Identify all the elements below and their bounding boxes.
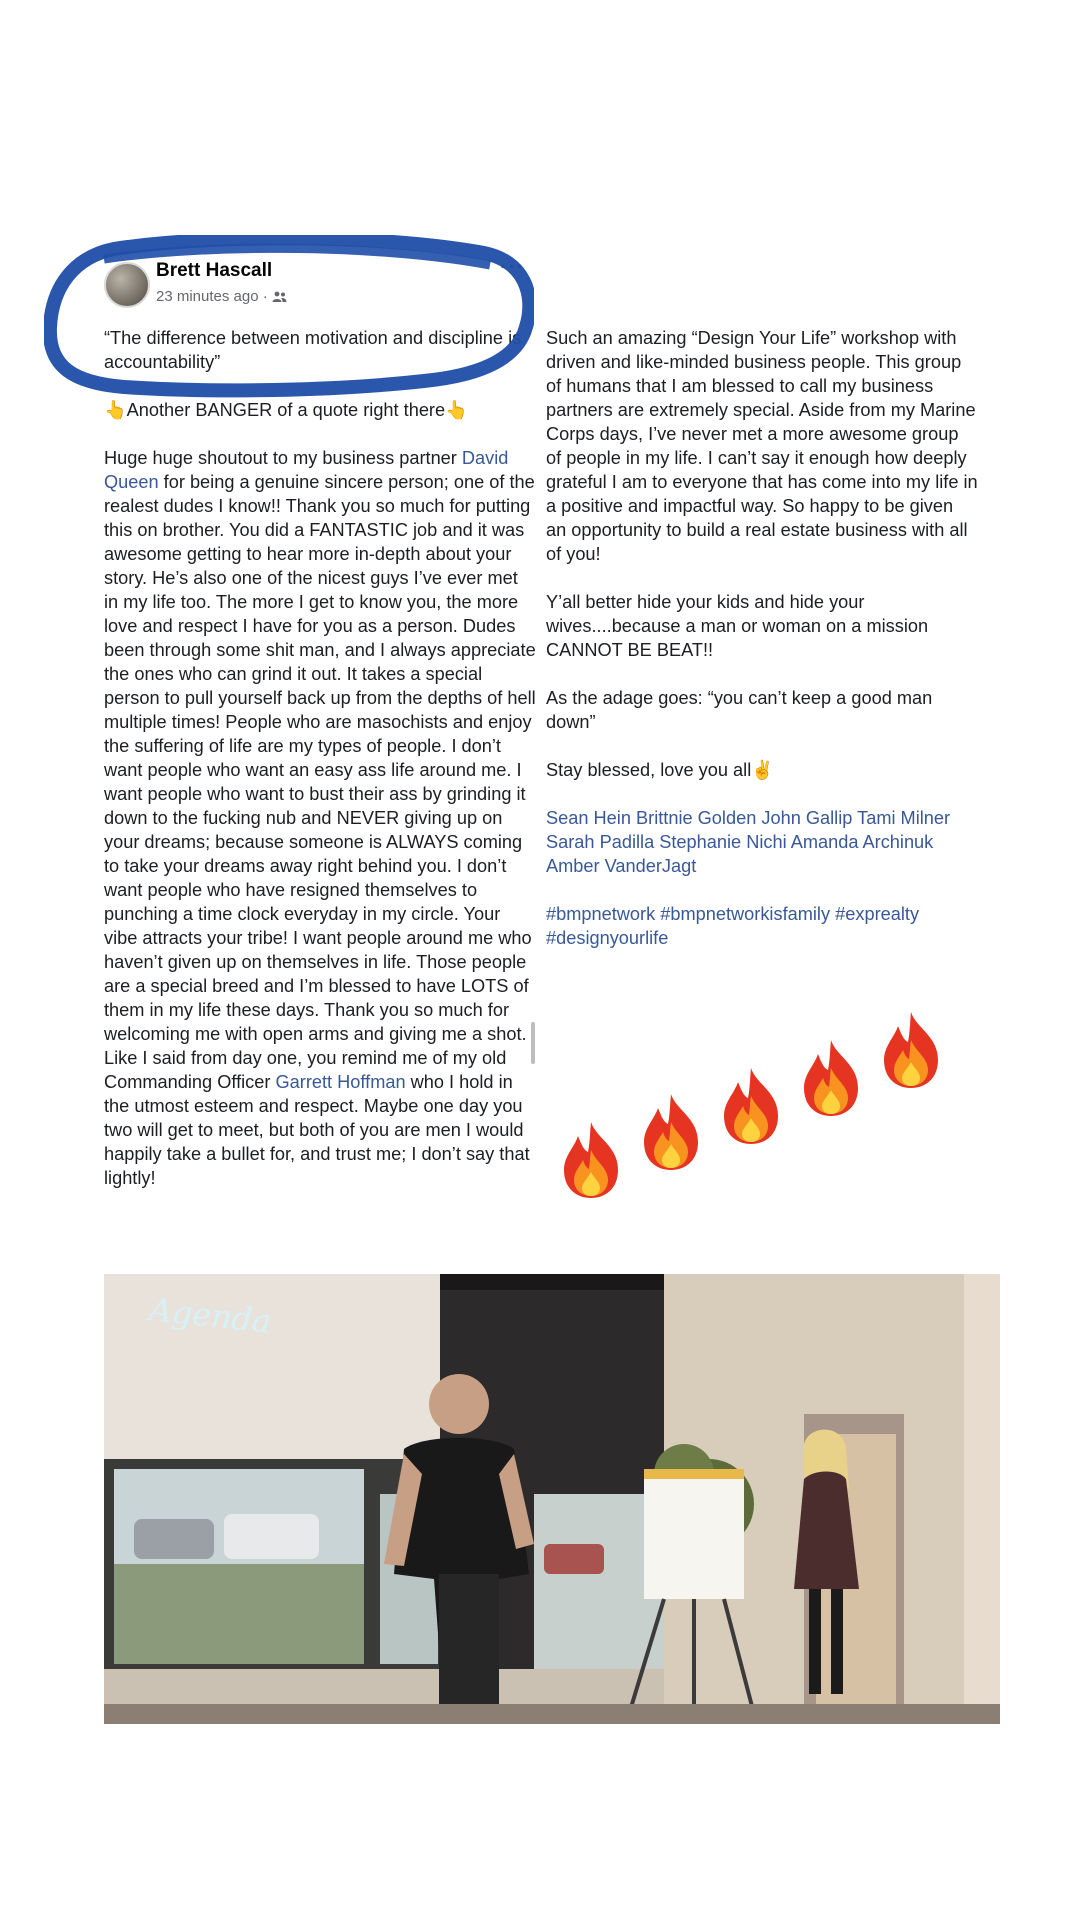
fire-icon xyxy=(556,1120,626,1200)
fire-icon xyxy=(636,1092,706,1172)
photo-scene xyxy=(104,1274,1000,1724)
fire-icon xyxy=(716,1066,786,1146)
fire-icon xyxy=(796,1038,866,1118)
quote-text: “The difference between motivation and discipline is accountability” xyxy=(104,328,522,372)
screen-text: Agenda xyxy=(147,1290,274,1341)
hashtag-link[interactable]: #bmpnetworkisfamily xyxy=(660,904,831,924)
hashtag-link[interactable]: #bmpnetwork xyxy=(546,904,656,924)
tag-link[interactable]: Amber VanderJagt xyxy=(546,856,697,876)
shoutout-paragraph: Huge huge shoutout to my business partner David Queen for being a genuine sincere person; one of the realest dudes I know!! Thank you so much for putting this on brother. You did a FANTASTIC job and it was awesome getting to hear more in-depth about your story. He’s also one of the nicest guys I’ve ever met in my life too. The more I get to know you, the more love and respect I have for you as a person. Dudes been through some shit man, and I always appreciate the ones who can grind it out. It takes a special person to pull yourself back up from the depths of hell multiple times! People who are masochists and enjoy the suffering of life are my types of people. I don’t want people who want an easy ass life around me. I want people who want to bust their ass by grinding it down to the fucking nub and NEVER giving up on your dreams; because someone is ALWAYS coming to take your dreams away right behind you. I don’t want people who have resigned themselves to punching a time clock everyday in my circle. Your vibe attracts your tribe! I want people around me who haven’t given up on themselves in life. Those people are a special breed and I’m blessed to have LOTS of them in my life these days. Thank you so much for welcoming me with open arms and giving me a shot. Like I said from day one, you remind me of my old Commanding Officer Garrett Hoffman who I hold in the utmost esteem and respect. Maybe one day you two will get to meet, but both of you are men I would happily take a bullet for, and trust me; I don’t say that lightly! xyxy=(104,448,536,1188)
tag-link[interactable]: John Gallip xyxy=(761,808,853,828)
post-header xyxy=(104,254,534,320)
tag-link[interactable]: Sarah Padilla xyxy=(546,832,655,852)
banger-line: 👆Another BANGER of a quote right there👆 xyxy=(104,400,468,420)
post-text-left xyxy=(104,326,536,1214)
tag-link[interactable]: Brittnie Golden xyxy=(636,808,757,828)
more-options-icon[interactable]: ··· xyxy=(500,254,525,279)
tag-link[interactable]: Tami Milner xyxy=(857,808,951,828)
hashtag-link[interactable]: #designyourlife xyxy=(546,928,669,948)
tag-link[interactable]: Amanda Archinuk xyxy=(790,832,934,852)
avatar[interactable] xyxy=(104,262,150,308)
adage-paragraph: As the adage goes: “you can’t keep a good man down” xyxy=(546,688,933,732)
mission-paragraph: Y’all better hide your kids and hide your wives....because a man or woman on a mission CANNOT BE BEAT!! xyxy=(546,592,929,660)
friends-icon xyxy=(272,291,287,303)
hashtag-link[interactable]: #exprealty xyxy=(835,904,920,924)
workshop-paragraph: Such an amazing “Design Your Life” workshop with driven and like-minded business people. This group of humans that I am blessed to call my business partners are extremely special. Aside from my Marine Corps days, I’ve never met a more awesome group of people in my life. I can’t say it enough how deeply grateful I am to everyone that has come into my life in a positive and impactful way. So happy to be given an opportunity to build a real estate business with all of you! xyxy=(546,328,978,564)
workshop-photo[interactable] xyxy=(104,1274,1000,1724)
fire-icon xyxy=(876,1010,946,1090)
post-text-right xyxy=(546,326,978,974)
mention-garrett-hoffman[interactable]: Garrett Hoffman xyxy=(275,1072,406,1092)
author-name[interactable]: Brett Hascall xyxy=(156,260,273,281)
mention-david-queen[interactable]: David Queen xyxy=(104,448,509,492)
scrollbar[interactable] xyxy=(531,1022,535,1064)
post-meta xyxy=(156,288,287,305)
tag-link[interactable]: Sean Hein xyxy=(546,808,631,828)
tagged-people xyxy=(546,806,978,878)
post-time[interactable]: 23 minutes ago · xyxy=(156,288,268,305)
tag-link[interactable]: Stephanie Nichi xyxy=(659,832,787,852)
hashtags xyxy=(546,902,978,950)
sign-off: Stay blessed, love you all✌️ xyxy=(546,760,774,780)
